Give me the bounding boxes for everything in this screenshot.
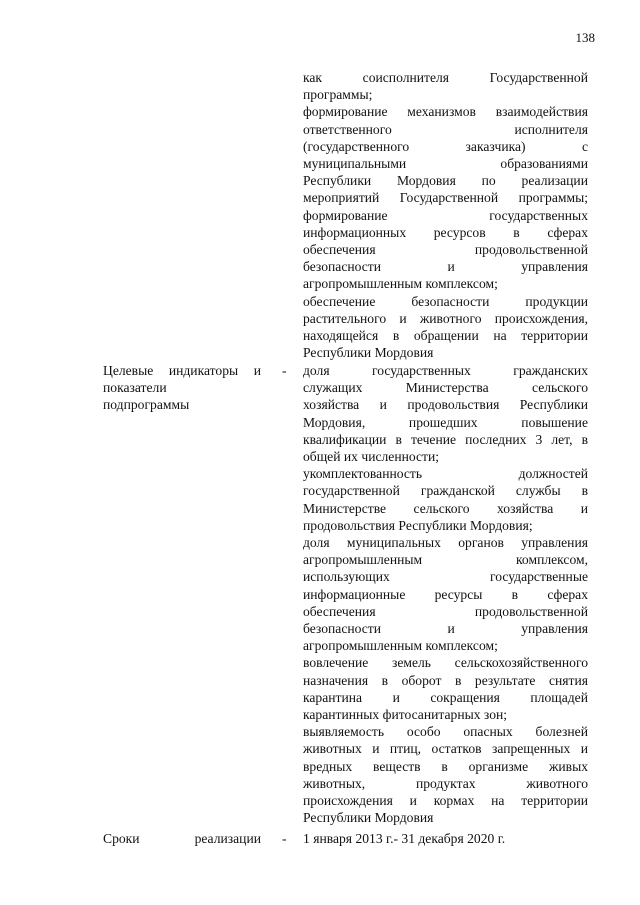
text-line: происхождения и кормах на территории	[303, 793, 588, 809]
text-line: безопасности и управления	[303, 259, 588, 275]
label-line: подпрограммы	[103, 397, 190, 413]
label-line: Целевые индикаторы и	[103, 363, 261, 378]
text-line: карантинных фитосанитарных зон;	[303, 707, 508, 723]
text-line: программы;	[303, 87, 373, 103]
text-line: служащих Министерства сельского	[303, 380, 588, 396]
text-line: использующих государственные	[303, 569, 588, 585]
text-line: Республики Мордовия	[303, 810, 434, 826]
text-line: Министерстве сельского хозяйства и	[303, 500, 588, 516]
text-line: муниципальными образованиями	[303, 156, 588, 172]
timing-value: 1 января 2013 г.- 31 декабря 2020 г.	[303, 831, 506, 846]
text-line: хозяйства и продовольствия Республики	[303, 397, 588, 413]
text-line: агропромышленным комплексом;	[303, 276, 498, 292]
timing-label: Сроки реализации	[103, 831, 261, 846]
timing-label-wrap	[103, 830, 261, 847]
text-line: обеспечения продовольственной	[303, 242, 588, 258]
text-line: вредных веществ в организме живых	[303, 758, 588, 774]
text-line: Мордовия, прошедших повышение	[303, 414, 588, 430]
text-line: животных, продуктах животного	[303, 775, 588, 791]
label-line: показатели	[103, 380, 167, 396]
text-line: агропромышленным комплексом;	[303, 638, 498, 654]
text-line: безопасности и управления	[303, 621, 588, 637]
page-number: 138	[575, 30, 595, 45]
text-line: доля муниципальных органов управления	[303, 535, 588, 551]
text-line: как соисполнителя Государственной	[303, 70, 588, 85]
indicators-label	[103, 362, 261, 414]
indicators-text	[303, 362, 588, 826]
text-line: обеспечения продовольственной	[303, 603, 588, 619]
text-line: доля государственных гражданских	[303, 363, 588, 378]
text-line: агропромышленным комплексом,	[303, 552, 588, 568]
text-line: информационных ресурсов в сферах	[303, 224, 588, 240]
text-line: назначения в оборот в результате снятия	[303, 672, 588, 688]
text-line: Республики Мордовия	[303, 345, 434, 361]
indicators-dash: -	[282, 363, 287, 378]
text-line: растительного и животного происхождения,	[303, 310, 588, 326]
text-line: вовлечение земель сельскохозяйственного	[303, 655, 588, 671]
text-line: карантина и сокращения площадей	[303, 689, 588, 705]
text-line: формирование государственных	[303, 207, 588, 223]
text-line: продовольствия Республики Мордовия;	[303, 517, 533, 533]
text-line: ответственного исполнителя	[303, 121, 588, 137]
text-line: формирование механизмов взаимодействия	[303, 104, 588, 120]
timing-value-wrap	[303, 830, 588, 847]
timing-dash: -	[282, 831, 287, 846]
text-line: находящейся в обращении на территории	[303, 328, 588, 344]
text-line: (государственного заказчика) с	[303, 138, 588, 154]
text-line: информационные ресурсы в сферах	[303, 586, 588, 602]
text-line: Республики Мордовия по реализации	[303, 173, 588, 189]
text-line: выявляемость особо опасных болезней	[303, 724, 588, 740]
text-line: укомплектованность должностей	[303, 466, 588, 482]
text-line: животных и птиц, остатков запрещенных и	[303, 741, 588, 757]
text-line: государственной гражданской службы в	[303, 483, 588, 499]
text-line: общей их численности;	[303, 449, 440, 465]
text-line: квалификации в течение последних 3 лет, в	[303, 431, 588, 447]
continuation-text	[303, 69, 588, 361]
text-line: мероприятий Государственной программы;	[303, 190, 588, 206]
text-line: обеспечение безопасности продукции	[303, 293, 588, 309]
